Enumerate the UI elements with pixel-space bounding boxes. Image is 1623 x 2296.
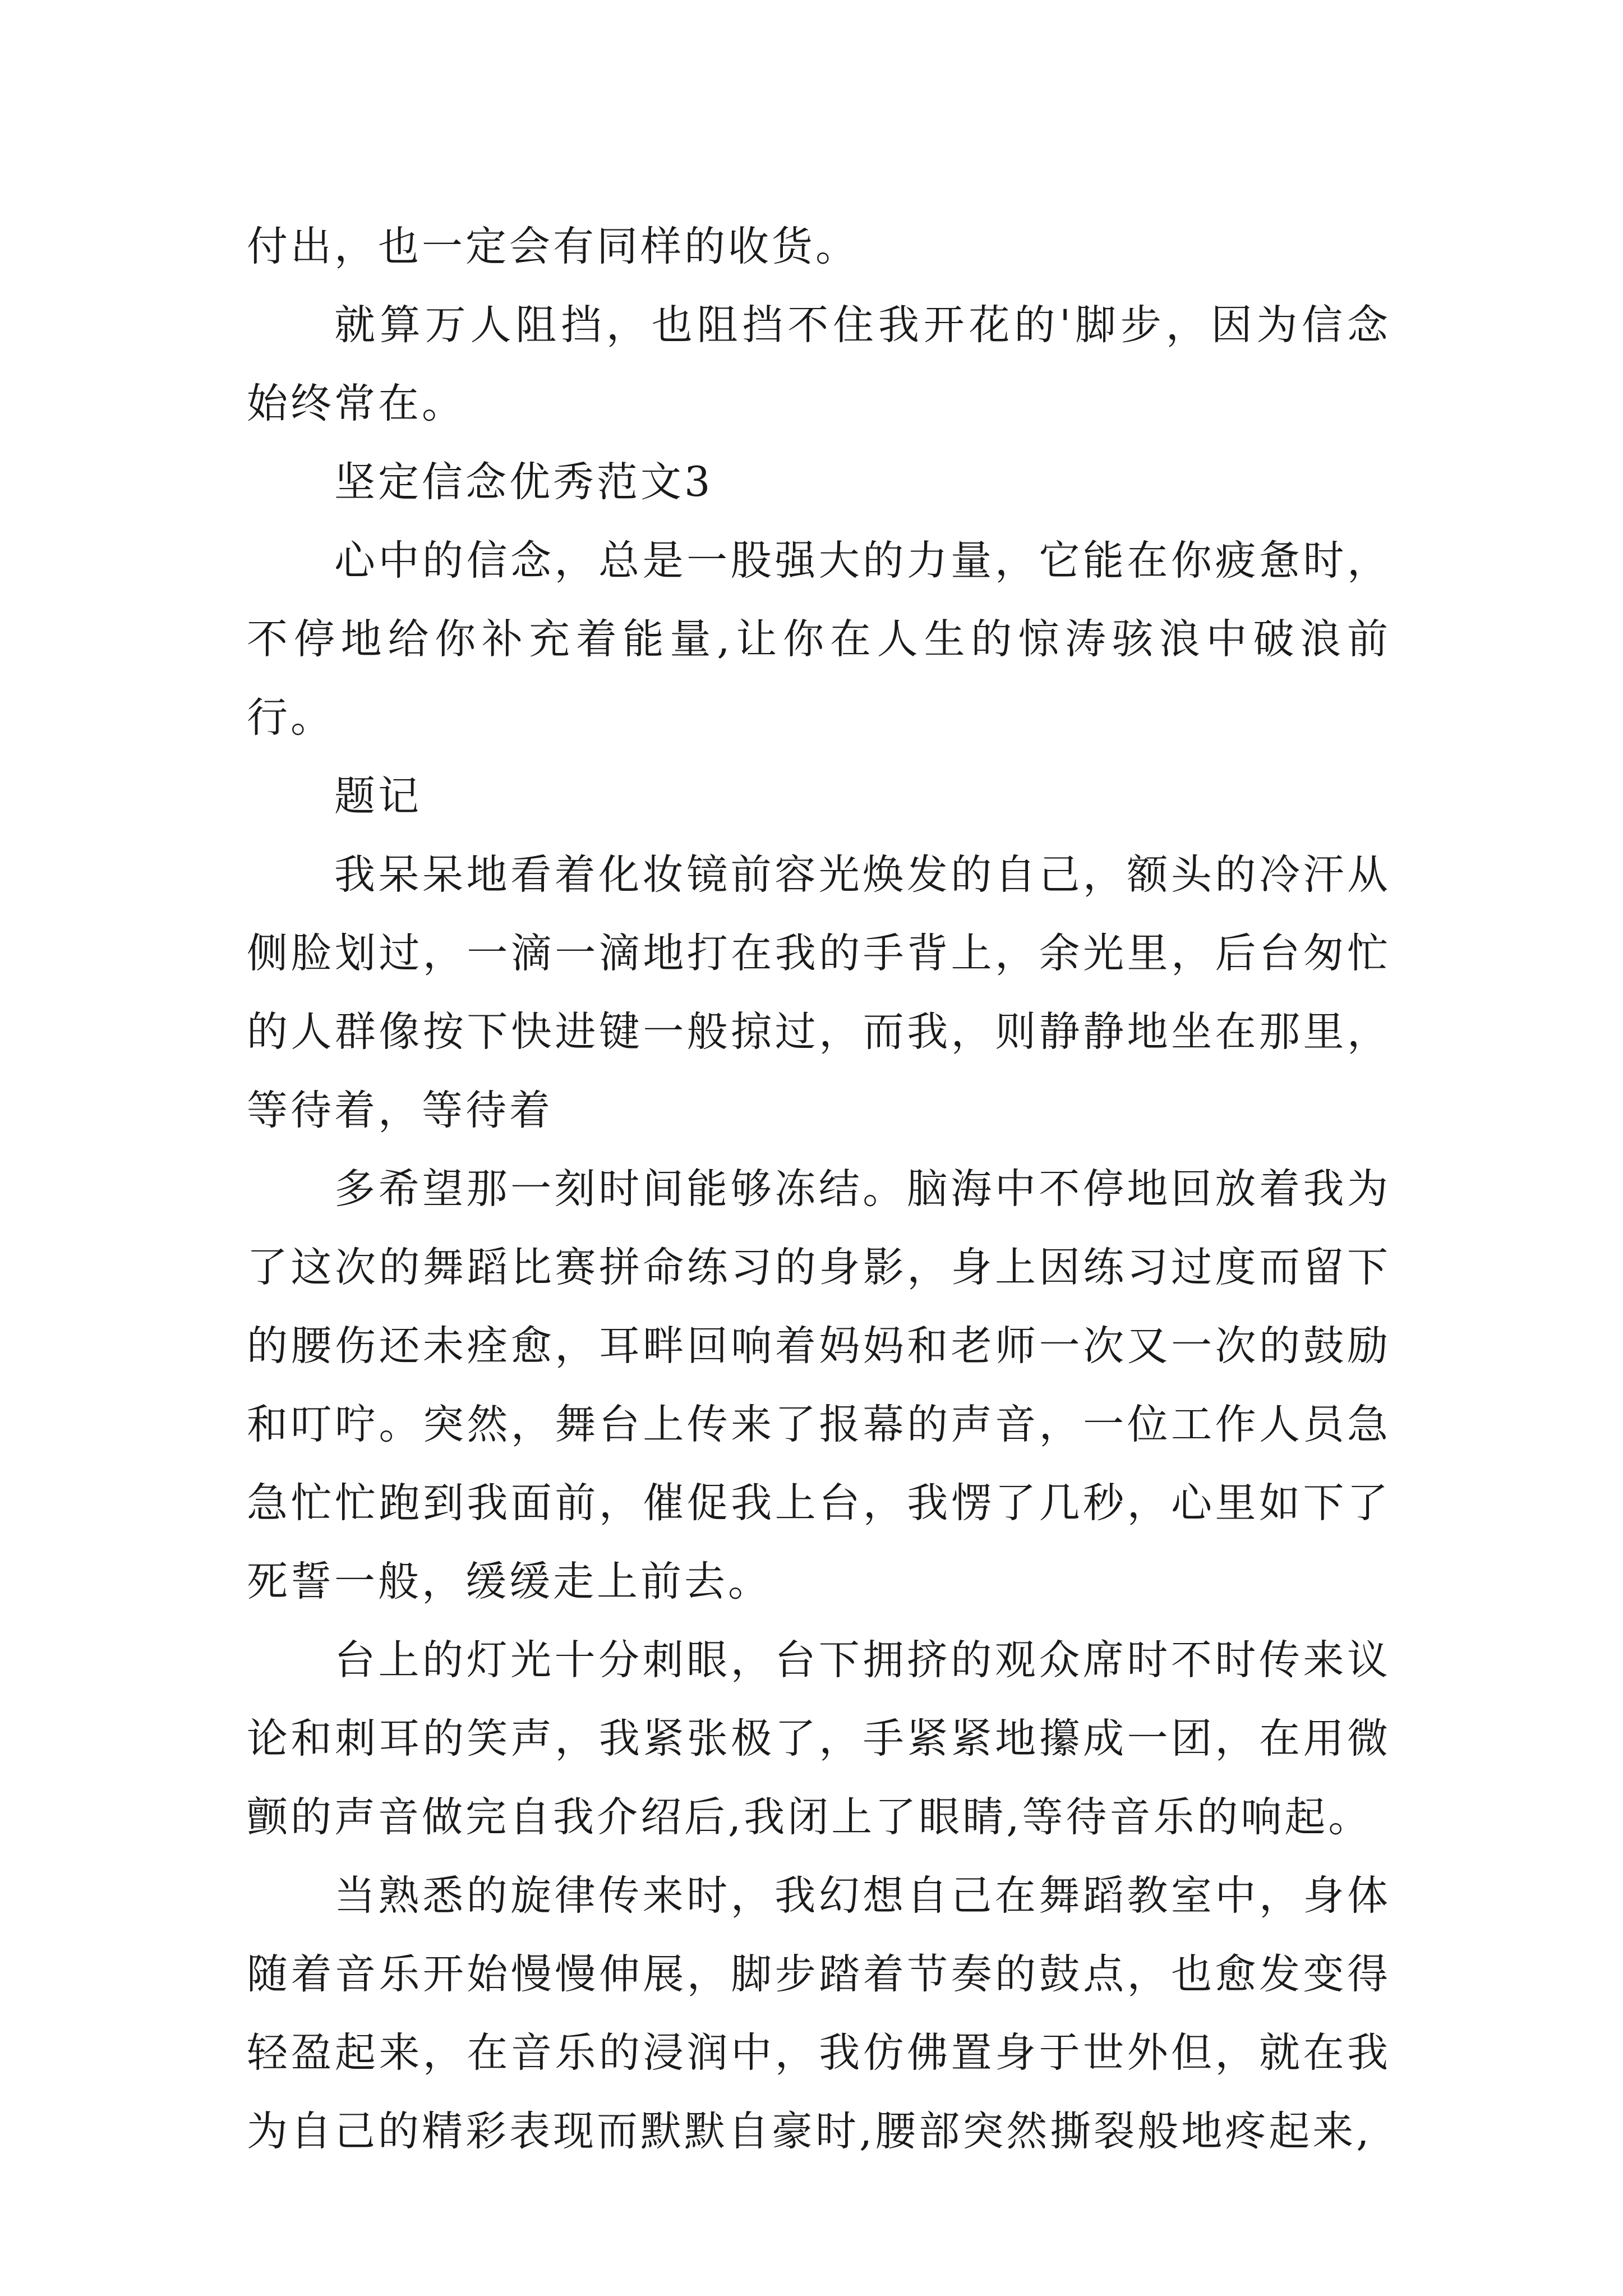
paragraph-3: 心中的信念，总是一股强大的力量，它能在你疲惫时，不停地给你补充着能量,让你在人生的惊涛骇浪中破浪前行。 — [247, 537, 1391, 742]
paragraph-5: 多希望那一刻时间能够冻结。脑海中不停地回放着我为了这次的舞蹈比赛拼命练习的身影，身上因练习过度而留下的腰伤还未痊愈，耳畔回响着妈妈和老师一次又一次的鼓励和叮咛。突然，舞台上传来了报幕的声音，一位工作人员急急忙忙跑到我面前，催促我上台，我愣了几秒，心里如下了死誓一般，缓缓走上前去。 — [247, 1165, 1391, 1605]
epigraph-label: 题记 — [334, 772, 422, 820]
document-body — [247, 208, 1391, 2171]
paragraph-2: 就算万人阻挡，也阻挡不住我开花的'脚步，因为信念始终常在。 — [247, 301, 1391, 427]
paragraph-6: 台上的灯光十分刺眼，台下拥挤的观众席时不时传来议论和刺耳的笑声，我紧张极了，手紧紧地攥成一团，在用微颤的声音做完自我介绍后,我闭上了眼睛,等待音乐的响起。 — [247, 1636, 1391, 1841]
paragraph-7: 当熟悉的旋律传来时，我幻想自己在舞蹈教室中，身体随着音乐开始慢慢伸展，脚步踏着节奏的鼓点，也愈发变得轻盈起来，在音乐的浸润中，我仿佛置身于世外但，就在我为自己的精彩表现而默默自豪时,腰部突然撕裂般地疼起来, — [247, 1872, 1391, 2155]
section-heading: 坚定信念优秀范文3 — [334, 458, 713, 506]
paragraph-1: 付出，也一定会有同样的收货。 — [247, 223, 859, 270]
paragraph-4: 我呆呆地看着化妆镜前容光焕发的自己，额头的冷汗从侧脸划过，一滴一滴地打在我的手背上，余光里，后台匆忙的人群像按下快进键一般掠过，而我，则静静地坐在那里，等待着，等待着 — [247, 851, 1391, 1134]
